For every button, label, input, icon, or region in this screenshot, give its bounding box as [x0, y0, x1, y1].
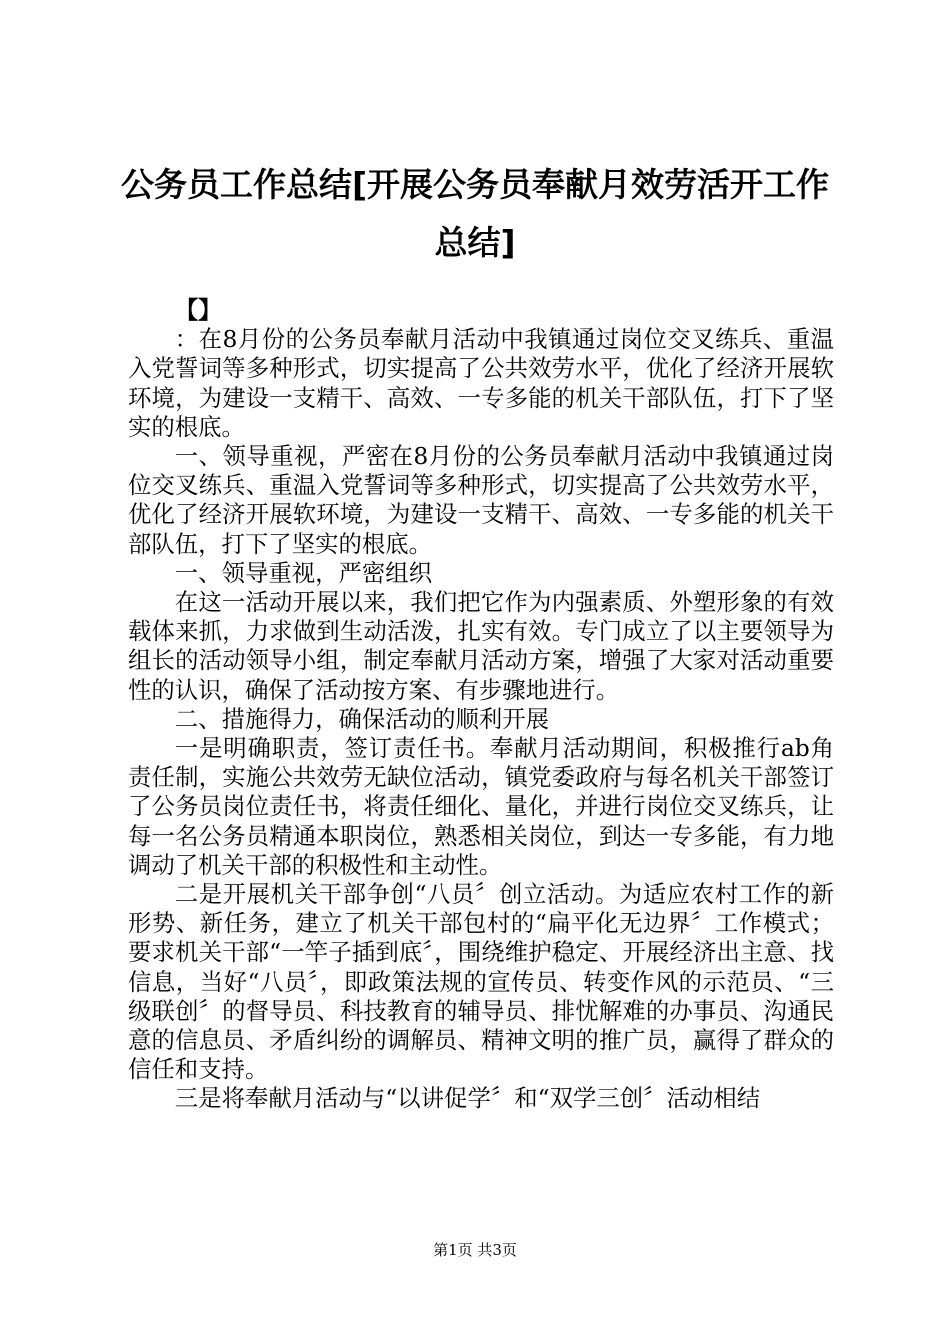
document-title: 公务员工作总结[开展公务员奉献月效劳活开工作总结]	[120, 165, 830, 262]
paragraph-1: 一、领导重视，严密在8月份的公务员奉献月活动中我镇通过岗位交叉练兵、重温入党誓词等多种形式，切实提高了公共效劳水平，优化了经济开展软环境，为建设一支精干、高效、一专多能的机关干部队伍，打下了坚实的根底。	[128, 442, 834, 558]
paragraph-4: 二是开展机关干部争创“八员〞创立活动。为适应农村工作的新形势、新任务，建立了机关干部包村的“扁平化无边界〞工作模式；要求机关干部“一竿子插到底〞，围绕维护稳定、开展经济出主意、找信息，当好“八员〞，即政策法规的宣传员、转变作风的示范员、“三级联创〞的督导员、科技教育的辅导员、排忧解难的办事员、沟通民意的信息员、矛盾纠纷的调解员、精神文明的推广员，赢得了群众的信任和支持。	[128, 880, 834, 1084]
paragraph-2: 在这一活动开展以来，我们把它作为内强素质、外塑形象的有效载体来抓，力求做到生动活泼，扎实有效。专门成立了以主要领导为组长的活动领导小组，制定奉献月活动方案，增强了大家对活动重要性的认识，确保了活动按方案、有步骤地进行。	[128, 588, 834, 704]
section-heading-2: 二、措施得力，确保活动的顺利开展	[174, 704, 550, 733]
bracket-label: 【】	[174, 296, 222, 324]
document-body	[128, 296, 834, 1114]
paragraph-5: 三是将奉献月活动与“以讲促学〞和“双学三创〞活动相结	[174, 1084, 761, 1113]
section-heading-1: 一、领导重视，严密组织	[174, 558, 433, 587]
page-footer: 第1页 共3页	[433, 1241, 517, 1259]
paragraph-intro: ：在8月份的公务员奉献月活动中我镇通过岗位交叉练兵、重温入党誓词等多种形式，切实提高了公共效劳水平，优化了经济开展软环境，为建设一支精干、高效、一专多能的机关干部队伍，打下了坚实的根底。	[128, 325, 834, 441]
paragraph-3: 一是明确职责，签订责任书。奉献月活动期间，积极推行ab角责任制，实施公共效劳无缺位活动，镇党委政府与每名机关干部签订了公务员岗位责任书，将责任细化、量化，并进行岗位交叉练兵，让每一名公务员精通本职岗位，熟悉相关岗位，到达一专多能，有力地调动了机关干部的积极性和主动性。	[128, 734, 834, 879]
